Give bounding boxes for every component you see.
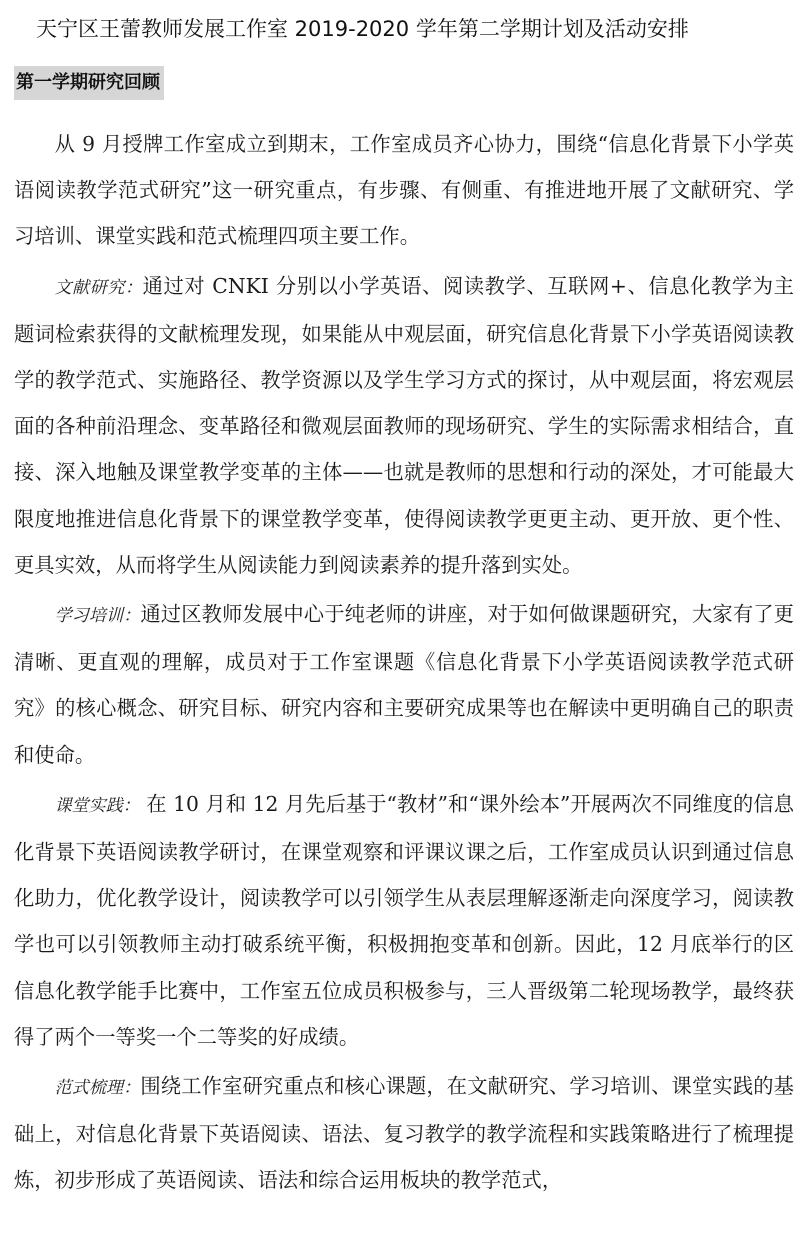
paragraph-text: 通过对 CNKI 分别以小学英语、阅读教学、互联网+、信息化教学为主题词检索获得的文献梳理发现，如果能从中观层面，研究信息化背景下小学英语阅读教学的教学范式、实施路径、教学资源以及学生学习方式的探讨，从中观层面，将宏观层面的各种前沿理念、变革路径和微观层面教师的现场研究、学生的实际需求相结合，直接、深入地触及课堂教学变革的主体——也就是教师的思想和行动的深处，才可能最大限度地推进信息化背景下的课堂教学变革，使得阅读教学更更主动、更开放、更个性、更具实效，从而将学生从阅读能力到阅读素养的提升落到实处。: [14, 273, 794, 577]
paragraph-text: 在 10 月和 12 月先后基于“教材”和“课外绘本”开展两次不同维度的信息化背景下英语阅读教学研讨，在课堂观察和评课议课之后，工作室成员认识到通过信息化助力，优化教学设计，阅读教学可以引领学生从表层理解逐渐走向深度学习，阅读教学也可以引领教师主动打破系统平衡，积极拥抱变革和创新。因此，12 月底举行的区信息化教学能手比赛中，工作室五位成员积极参与，三人晋级第二轮现场教学，最终获得了两个一等奖一个二等奖的好成绩。: [14, 791, 794, 1049]
paragraph-classroom-practice: [14, 781, 794, 1060]
paragraph-literature-research: [14, 263, 794, 588]
paragraph-lead-label: 范式梳理：: [54, 1078, 141, 1099]
paragraph-text: 通过区教师发展中心于纯老师的讲座，对于如何做课题研究，大家有了更清晰、更直观的理解，成员对于工作室课题《信息化背景下小学英语阅读教学范式研究》的核心概念、研究目标、研究内容和主要研究成果等也在解读中更明确自己的职责和使命。: [14, 602, 794, 767]
paragraph-text: 从 9 月授牌工作室成立到期末，工作室成员齐心协力，围绕“信息化背景下小学英语阅读教学范式研究”这一研究重点，有步骤、有侧重、有推进地开展了文献研究、学习培训、课堂实践和范式梳理四项主要工作。: [14, 132, 794, 249]
paragraph-lead-label: 课堂实践：: [54, 795, 140, 816]
paragraph-text: 围绕工作室研究重点和核心课题，在文献研究、学习培训、课堂实践的基础上，对信息化背景下英语阅读、语法、复习教学的教学流程和实践策略进行了梳理提炼，初步形成了英语阅读、语法和综合运用板块的教学范式，: [14, 1074, 794, 1193]
paragraph-paradigm-summary: [14, 1063, 794, 1204]
paragraph-intro: [14, 121, 794, 260]
section-heading: 第一学期研究回顾: [14, 66, 164, 100]
paragraph-study-training: [14, 591, 794, 778]
document-body: [14, 121, 794, 1207]
paragraph-lead-label: 学习培训：: [54, 606, 141, 627]
document-title: 天宁区王蕾教师发展工作室 2019-2020 学年第二学期计划及活动安排: [36, 17, 689, 41]
paragraph-lead-label: 文献研究：: [54, 277, 143, 298]
